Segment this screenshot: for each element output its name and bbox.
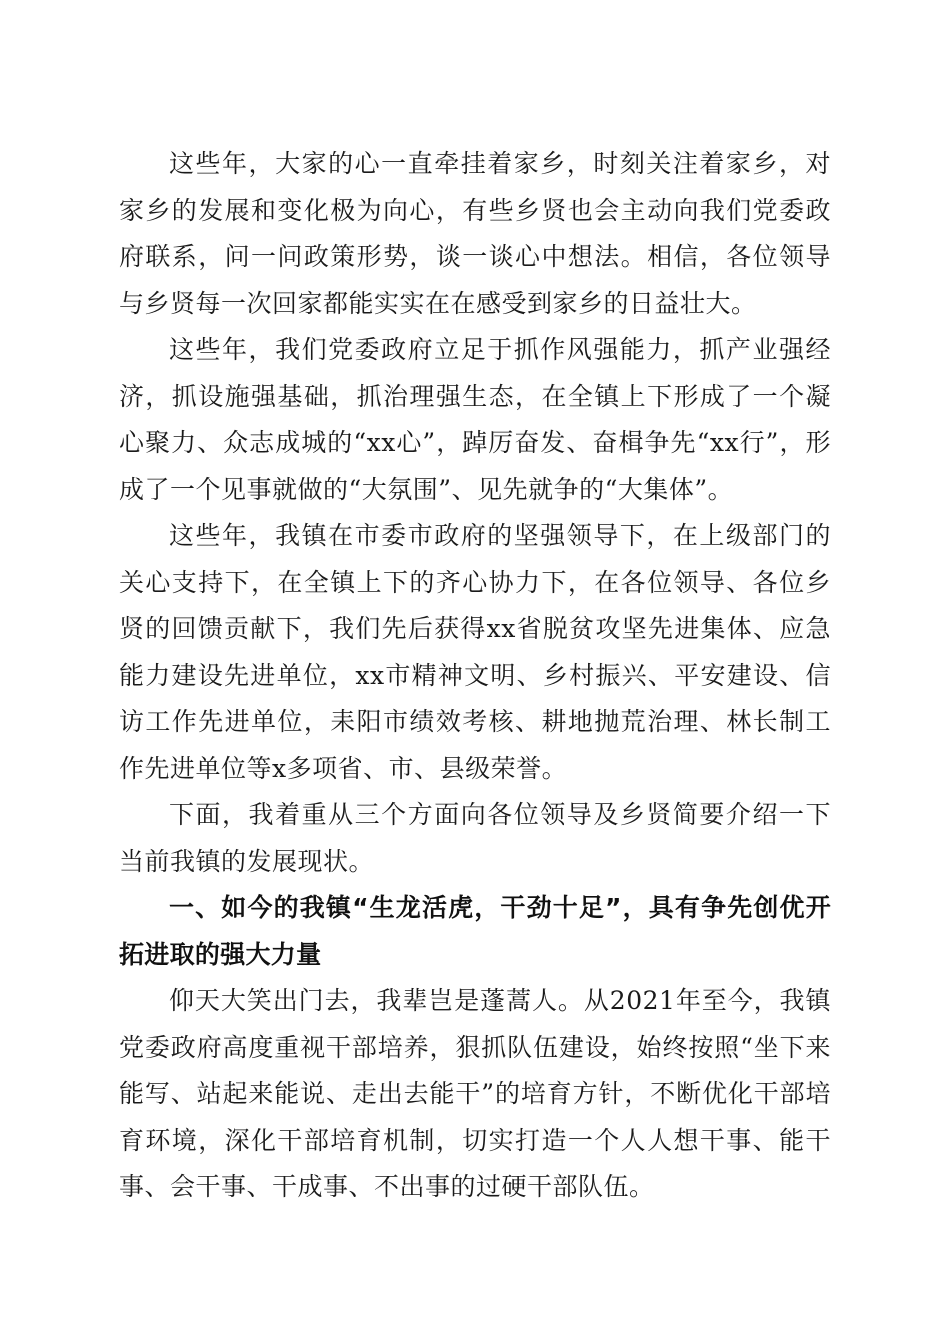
paragraph-introduction: 下面，我着重从三个方面向各位领导及乡贤简要介绍一下当前我镇的发展现状。	[119, 800, 831, 876]
paragraph-honors: 这些年，我镇在市委市政府的坚强领导下，在上级部门的关心支持下，在全镇上下的齐心协力下，在各位领导、各位乡贤的回馈贡献下，我们先后获得xx省脱贫攻坚先进集体、应急能力建设先进单位，xx市精神文明、乡村振兴、平安建设、信访工作先进单位，耒阳市绩效考核、耕地抛荒治理、林长制工作先进单位等x多项省、市、县级荣誉。	[119, 521, 831, 783]
section-heading-1: 一、如今的我镇“生龙活虎，干劲十足”，具有争先创优开拓进取的强大力量	[119, 893, 831, 969]
paragraph-cadre-training: 仰天大笑出门去，我辈岂是蓬蒿人。从2021年至今，我镇党委政府高度重视干部培养，狠抓队伍建设，始终按照“坐下来能写、站起来能说、走出去能干”的培育方针，不断优化干部培育环境，深化干部培育机制，切实打造一个人人想干事、能干事、会干事、干成事、不出事的过硬干部队伍。	[119, 986, 831, 1201]
paragraph-hometown: 这些年，大家的心一直牵挂着家乡，时刻关注着家乡，对家乡的发展和变化极为向心，有些乡贤也会主动向我们党委政府联系，问一问政策形势，谈一谈心中想法。相信，各位领导与乡贤每一次回家都能实实在在感受到家乡的日益壮大。	[119, 149, 831, 318]
document-body	[119, 141, 831, 1211]
paragraph-party-committee: 这些年，我们党委政府立足于抓作风强能力，抓产业强经济，抓设施强基础，抓治理强生态，在全镇上下形成了一个凝心聚力、众志成城的“xx心”，踔厉奋发、奋楫争先“xx行”，形成了一个见事就做的“大氛围”、见先就争的“大集体”。	[119, 335, 831, 504]
